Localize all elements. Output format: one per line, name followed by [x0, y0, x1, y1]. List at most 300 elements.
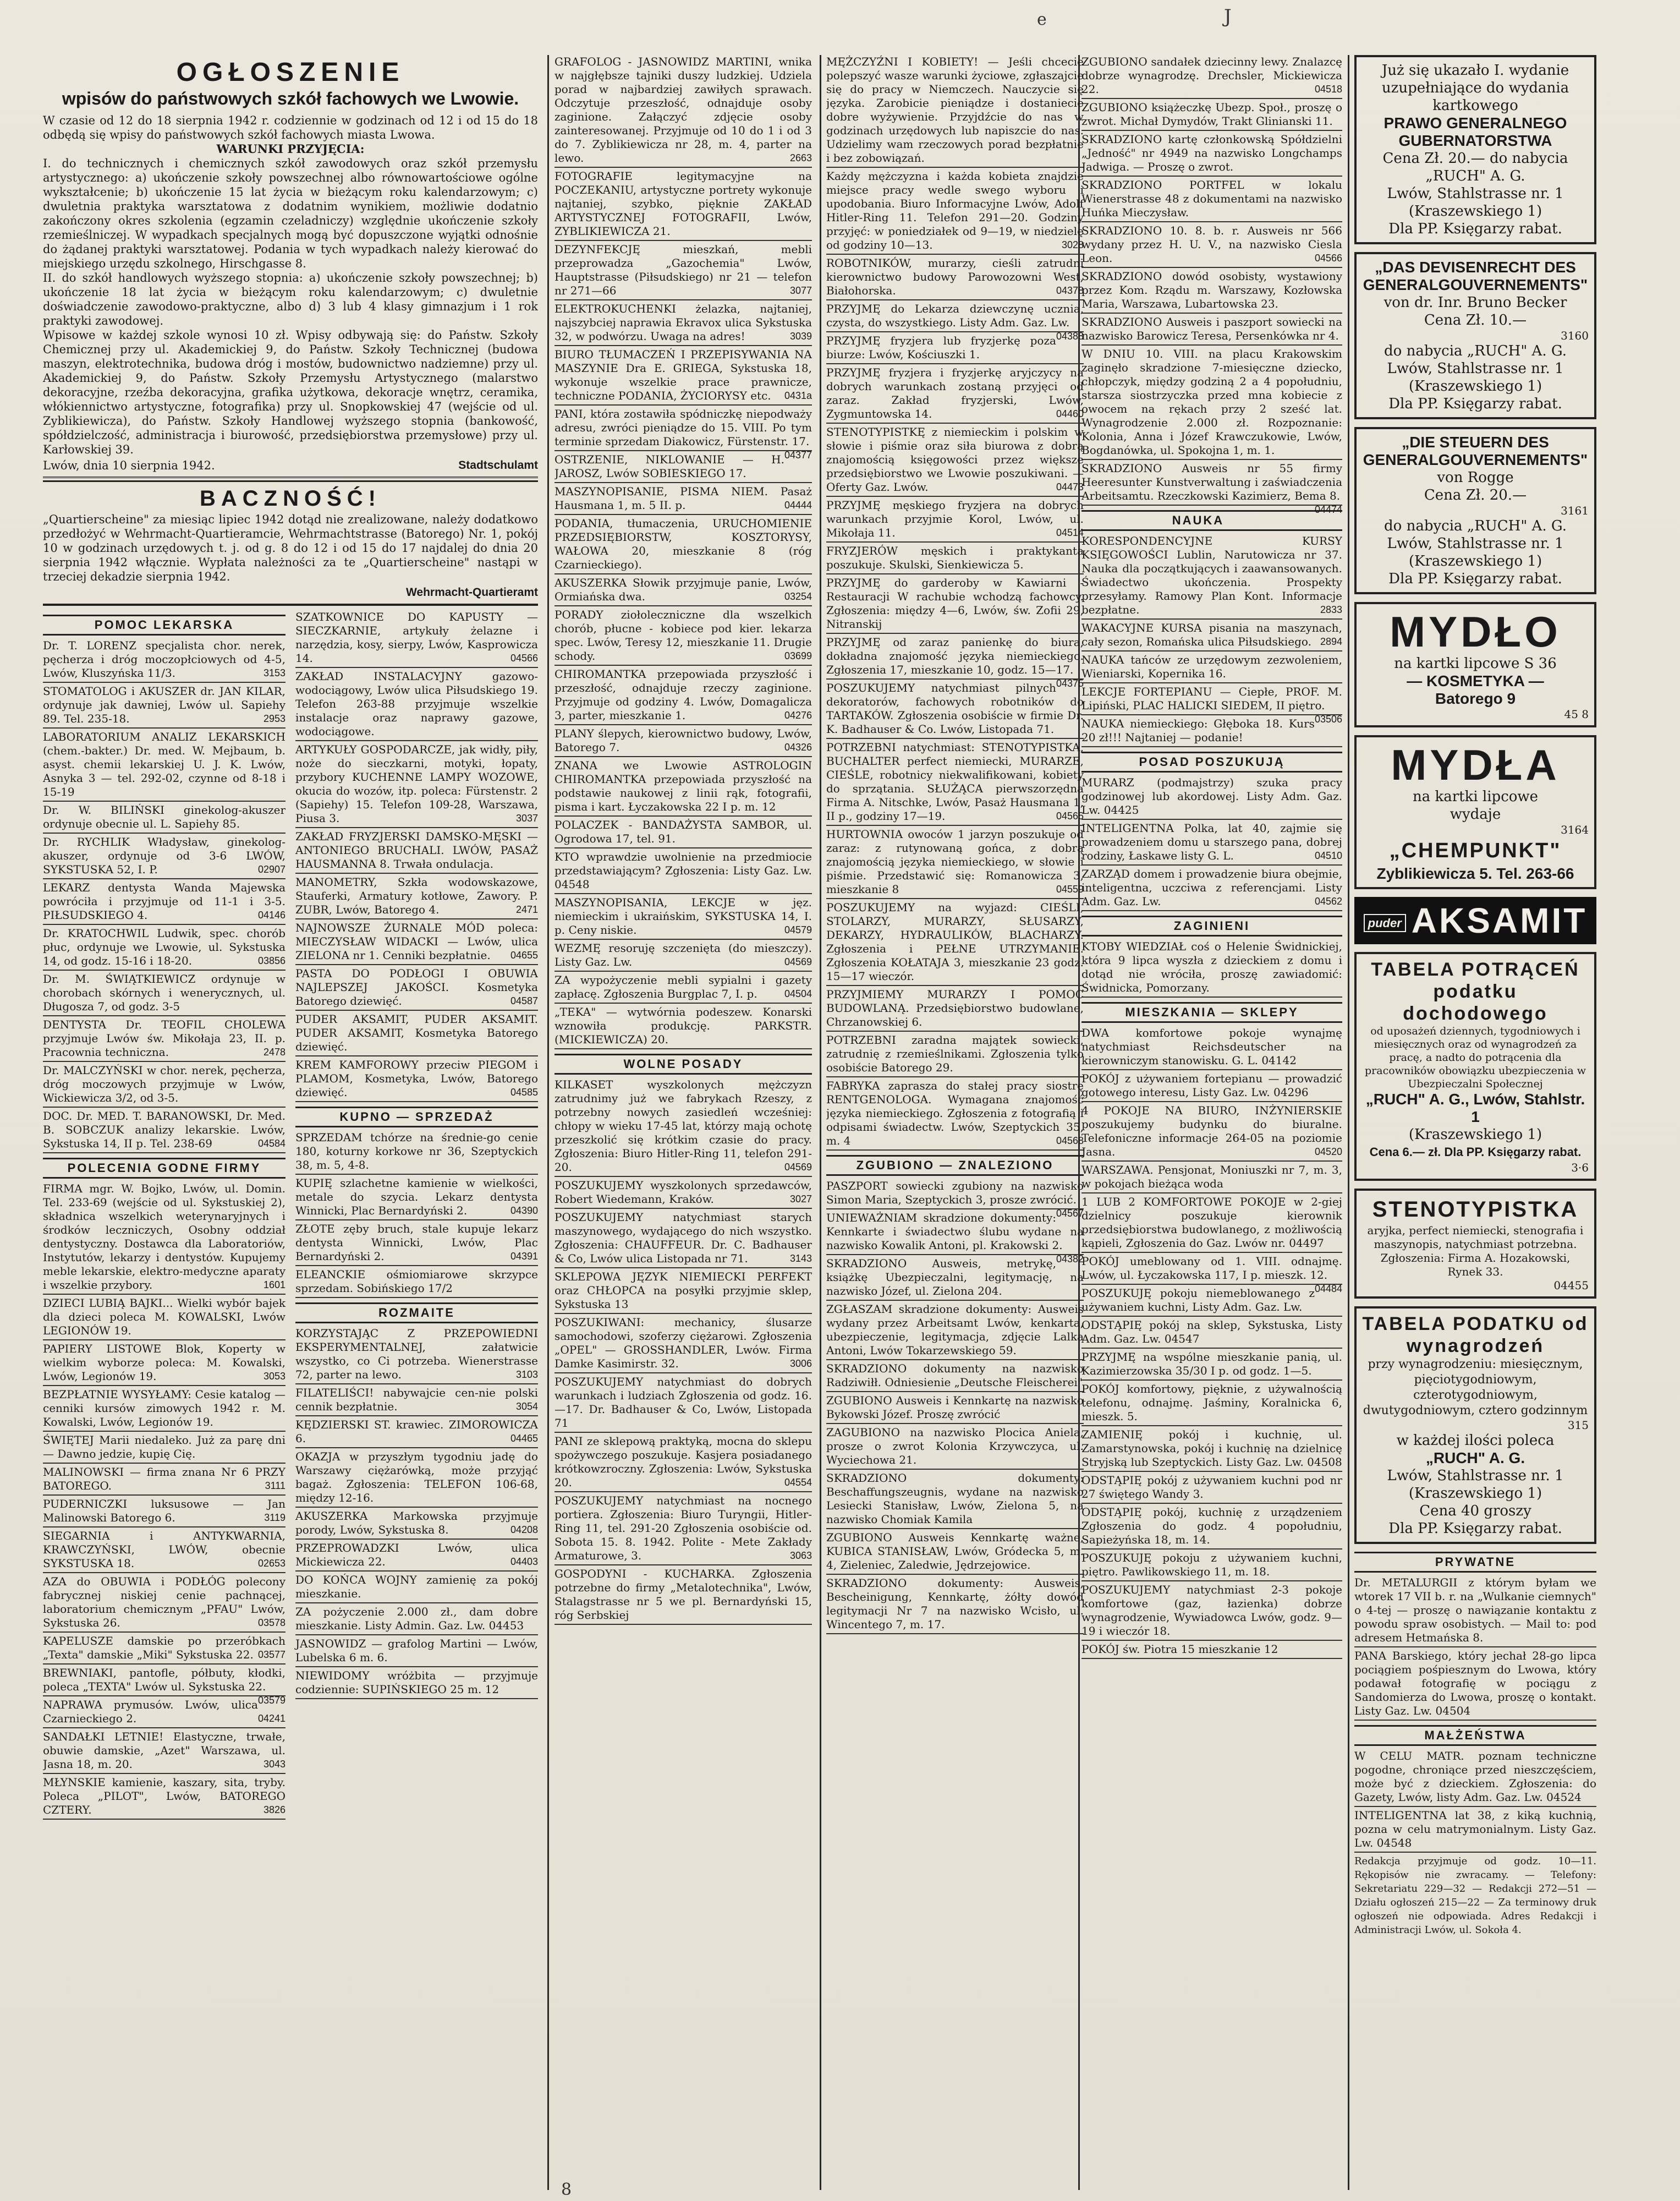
box-line: „CHEMPUNKT"	[1389, 839, 1562, 862]
classified-ad	[826, 1362, 1084, 1392]
ad-number: 2833	[1320, 604, 1342, 615]
box-line: Zyblikiewicza 5. Tel. 263-66	[1376, 865, 1574, 882]
classified-ad	[43, 1388, 286, 1432]
ad-text: ELEANCKIE ośmiomiarowe skrzypce sprzedam. Sobińskiego 17/2	[295, 1268, 538, 1295]
notice-body	[43, 113, 538, 472]
ad-text: SKRADZIONO dokumenty na nazwisko Radziwiłł. Odniesienie „Deutsche Fleischerei"	[826, 1362, 1084, 1389]
left-ads-split	[43, 610, 538, 1821]
box-line: von Rogge	[1437, 469, 1514, 486]
box-line: Lwów, Stahlstrasse nr. 1	[1387, 360, 1564, 377]
ad-text: PRZEPROWADZKI Lwów, ulica Mickiewicza 22.	[295, 1541, 538, 1568]
classified-ad	[43, 1666, 286, 1706]
box-line: do nabycia „RUCH" A. G.	[1384, 343, 1567, 359]
section-heading: WOLNE POSADY	[554, 1054, 812, 1075]
ad-number: 02907	[257, 864, 286, 875]
classified-ad	[554, 1567, 812, 1625]
classified-ad	[295, 1222, 538, 1266]
ad-text: AZA do OBUWIA i PODŁÓG polecony fabrycznej niskiej cenie pachnącej, laboratorium chemicznym „PFAU" Lwów, Sykstuska 26.	[43, 1575, 286, 1629]
classified-ad	[295, 670, 538, 741]
classified-ad	[826, 1179, 1084, 1219]
ad-list	[1354, 1749, 1596, 1853]
box-line: Dla PP. Księgarzy rabat.	[1388, 571, 1562, 587]
box-line: od uposażeń dziennych, tygodniowych i miesięcznych oraz od wynagrodzeń za pracę, a nadto do potrącenia dla pracowników obowiązku ubezpieczenia w Ubezpieczalni Społecznej	[1365, 1025, 1586, 1090]
ad-number: 04569	[784, 956, 812, 967]
classified-ad	[554, 818, 812, 848]
classified-ad	[554, 1179, 812, 1209]
ad-number: 04554	[784, 1477, 812, 1488]
attention-signer: Wehrmacht-Quartieramt	[405, 586, 538, 599]
ad-text: POSZUKUJEMY natychmiast starych maszynowego, wydającego do nich wszystko. Zgłoszenia: CHAUFFEUR. Dr. C. Badhauser & Co, Lwów ulica Listopada nr 71.	[554, 1211, 812, 1265]
ad-text: INTELIGENTNA Polka, lat 40, zajmie się prowadzeniem domu u starszego pana, dobrej rodziny, Łaskawe listy G. L.	[1081, 822, 1342, 862]
ad-number: 04518	[1314, 84, 1342, 95]
classified-ad	[1354, 1749, 1596, 1807]
attention-title: BACZNOŚĆ!	[200, 486, 381, 511]
classified-ad	[826, 988, 1084, 1032]
classified-ad	[1081, 1583, 1342, 1641]
ad-text: AKUSZERKA Słowik przyjmuje panie, Lwów, Ormiańska dwa.	[554, 576, 812, 603]
ad-number: 1601	[263, 1279, 286, 1290]
ad-number: 04390	[510, 1205, 538, 1216]
ad-number: 3826	[263, 1804, 286, 1815]
classified-ad	[295, 610, 538, 668]
ad-box-tabela-podatku	[1354, 1306, 1596, 1544]
ad-text: LEKARZ dentysta Wanda Majewska powróciła i przyjmuje od 11-1 i 3-5. PIŁSUDSKIEGO 4.	[43, 881, 286, 922]
classified-ad	[43, 972, 286, 1016]
box-line: (Kraszewskiego 1)	[1408, 553, 1542, 570]
ad-text: PUDER AKSAMIT, PUDER AKSAMIT. PUDER AKSAMIT, Kosmetyka Batorego dziewięć.	[295, 1012, 538, 1053]
ad-number: 2471	[515, 904, 538, 915]
classified-ad	[1081, 534, 1342, 620]
classified-ad	[1354, 1576, 1596, 1647]
classified-ad	[826, 544, 1084, 574]
classified-ad	[554, 759, 812, 817]
ad-number: 3028	[1061, 239, 1084, 250]
ad-text: AKUSZERKA Markowska przyjmuje porody, Lwów, Sykstuska 8.	[295, 1509, 538, 1536]
classified-ad	[826, 1471, 1084, 1529]
ad-number: 3160	[1561, 329, 1589, 342]
ad-text: MŁYNSKIE kamienie, kaszary, sita, tryby. Poleca „PILOT", Lwów, BATOREGO CZTERY.	[43, 1776, 286, 1816]
classified-ad	[1354, 1649, 1596, 1721]
ad-text: POSZUKUJĘ pokoju z używaniem kuchni, piętro. Pawlikowskiego 11, m. 18.	[1081, 1551, 1342, 1578]
classified-ad	[295, 1509, 538, 1540]
classified-ad	[1081, 462, 1342, 515]
ad-text: DO KOŃCA WOJNY zamienię za pokój mieszkanie.	[295, 1573, 538, 1600]
ad-text: PLANY ślepych, kierownictwo budowy, Lwów, Batorego 7.	[554, 727, 812, 754]
classified-ad	[554, 1494, 812, 1565]
ad-text: UNIEWAŻNIAM skradzione dokumenty: Kennkarte i świadectwo ślubu wydane na nazwisko Kowalik Antoni, pl. Krakowski 2.	[826, 1211, 1084, 1252]
ad-box-mydla	[1354, 735, 1596, 889]
classified-ad	[826, 1033, 1084, 1077]
section-heading: MIESZKANIA — SKLEPY	[1081, 1002, 1342, 1023]
section-heading: ROZMAITE	[295, 1302, 538, 1323]
box-line: Lwów, Stahlstrasse nr. 1	[1387, 1468, 1564, 1484]
box-line: Cena Zł. 20.— do nabycia „RUCH" A. G.	[1382, 150, 1568, 184]
classified-ad	[554, 1270, 812, 1314]
classified-ad	[554, 1316, 812, 1373]
ad-text: ZGUBIONO Ausweis i Kennkartę na nazwisko Bykowski Józef. Proszę zwrócić	[826, 1394, 1084, 1421]
ad-number: 3164	[1561, 823, 1589, 836]
ad-text: SKRADZIONO dowód osobisty, wystawiony przez Kom. Rządu m. Warszawy, Kozłowska Maria, Warszawa, Lubartowska 23.	[1081, 270, 1342, 310]
ad-text: PODANIA, tłumaczenia, URUCHOMIENIE PRZEDSIĘBIORSTW, KOSZTORYSY, WAŁOWA 20, mieszkanie 8 (róg Czarnieckiego).	[554, 517, 812, 571]
classified-ad	[295, 830, 538, 874]
ad-text: POLACZEK - BANDAŻYSTA SAMBOR, ul. Ogrodowa 17, tel. 91.	[554, 818, 812, 845]
ad-text: FIRMA mgr. W. Bojko, Lwów, ul. Domin. Tel. 233-69 (wejście od ul. Sykstuskiej 2), składnica wszelkich weterynaryjnych i środków leczniczych, Osobny oddział dentystyczny. Dostawca dla Laboratoriów, Instytutów, lekarzy i dentystów. Kupujemy meble lekarskie, elektro-medyczne aparaty i wszelkie przybory.	[43, 1182, 286, 1291]
ad-number: 0431a	[784, 390, 812, 401]
attention-signature	[43, 586, 538, 599]
ad-list	[1081, 776, 1342, 911]
ad-text: POSZUKUJĘ pokoju niemeblowanego z używaniem kuchni, Listy Adm. Gaz. Lw.	[1081, 1286, 1315, 1313]
ad-text: FRYZJERÓW męskich i praktykanta poszukuje. Skulski, Sienkiewicza 5.	[826, 544, 1084, 571]
box-line: PRAWO GENERALNEGO GUBERNATORSTWA	[1383, 114, 1567, 149]
ad-number: 3·6	[1571, 1161, 1589, 1174]
ad-text: MASZYNOPISANIA, LEKCJE w jęz. niemieckim i ukraińskim, SYKSTUSKA 14, I. p. Ceny niskie.	[554, 896, 812, 937]
ad-box-tabela-potracen	[1354, 952, 1596, 1181]
box-line: na kartki lipcowe	[1412, 789, 1539, 805]
ad-text: STOMATOLOG i AKUSZER dr. JAN KILAR, ordynuje jak dawniej, Lwów ul. Sapiehy 89. Tel. 235-18.	[43, 685, 286, 725]
ad-text: Dr. KRATOCHWIL Ludwik, spec. chorób płuc, ordynuje we Lwowie, ul. Sykstuska 14, od godz. 15-16 i 18-20.	[43, 927, 286, 967]
ad-tag: puder	[1364, 914, 1406, 932]
ad-text: SKRADZIONO kartę członkowską Spółdzielni „Jedność" nr 4949 na nazwisko Longchamps Jadwiga. — Proszę o zwrot.	[1081, 133, 1342, 173]
ad-text: POSZUKIWANI: mechanicy, ślusarze samochodowi, szoferzy ciężarowi. Zgłoszenia „OPEL" — GROSSHANDLER, Lwów. Firma Damke Kasimirstr. 32.	[554, 1316, 812, 1370]
ad-number: 3143	[789, 1253, 812, 1264]
ad-text: ODSTĄPIĘ pokój na sklep, Sykstuska, Listy Adm. Gaz. Lw. 04547	[1081, 1318, 1342, 1345]
section-heading: ZGUBIONO — ZNALEZIONO	[826, 1155, 1084, 1176]
ad-text: Dr. RYCHLIK Władysław, ginekolog-akuszer, ordynuje od 3-6 LWÓW, SYKSTUSKA 52, I. P.	[43, 835, 286, 876]
ad-text: CHIROMANTKA przepowiada przyszłość i przeszłość, odnajduje rzeczy zaginione. Przyjmuje od godziny 4. Lwów, Domagalicza 3, parter, mieszkanie 1.	[554, 667, 812, 722]
ad-text: 4 POKOJE NA BIURO, INŻYNIERSKIE poszukujemy budynku do biuralne. Telefoniczne informacje 264-05 na poziomie Jasna.	[1081, 1104, 1342, 1158]
ad-text: NAUKA tańców ze urzędowym zezwoleniem, Wieniarski, Kopernika 16.	[1081, 653, 1342, 680]
box-line: „DIE STEUERN DES GENERALGOUVERNEMENTS"	[1363, 434, 1588, 468]
classified-ad	[1081, 1642, 1342, 1659]
ad-text: KORZYSTAJĄC Z PRZEPOWIEDNI EKSPERYMENTALNEJ, załatwicie wszystko, co Ci potrzeba. Wienerstrasse 72, parter na lewo.	[295, 1327, 538, 1381]
ad-number: 3053	[263, 1371, 286, 1382]
ad-text: FOTOGRAFIE legitymacyjne na POCZEKANIU, artystyczne portrety wykonuje najtaniej, szybko, pięknie ZAKŁAD ARTYSTYCZNEJ FOTOGRAFII, Lwów, ZYBLIKIEWICZA 21.	[554, 169, 812, 238]
box-line: Cena Zł. 20.—	[1424, 487, 1527, 503]
classified-ad	[554, 169, 812, 241]
box-title: TABELA PODATKU od wynagrodzeń	[1362, 1313, 1589, 1356]
ad-number: 04403	[510, 1556, 538, 1567]
ad-text: POSZUKUJEMY natychmiast pilnych dekoratorów, fachowych robotników do TARTAKÓW. Zgłoszenia osobiście w firmie Dr. K. Badhauser & Co. Lwów, Listopada 71.	[826, 681, 1084, 736]
classified-ad	[554, 608, 812, 666]
ad-number: 3119	[264, 1512, 286, 1523]
attention-text: „Quartierscheine" za miesiąc lipiec 1942 dotąd nie zrealizowane, należy dodatkowo przedłożyć w Wehrmacht-Quartieramcie, Wehrmachtstrasse (Batorego) Nr. 1, pokój 10 w godzinach urzędowych t. j. od g. 8 do 12 i od 15 do 17 najdalej do dnia 20 sierpnia 1942 włącznie. Wypłata należności za te „Quartierscheine" nastąpi w trzeciej dekadzie sierpnia 1942.	[43, 513, 538, 583]
ad-text: PRZYJMĘ na wspólne mieszkanie panią, ul. Kazimierzowska 35/30 I p. od godz. 1—5.	[1081, 1350, 1342, 1377]
classified-ad	[826, 1257, 1084, 1301]
ad-number: 04326	[784, 742, 812, 753]
classified-ad	[1081, 1382, 1342, 1426]
box-line: Dla PP. Księgarzy rabat.	[1388, 1520, 1562, 1537]
ad-text: 1 LUB 2 KOMFORTOWE POKOJE w 2-giej dzielnicy poszukuje kierownik przedsiębiorstwa budowlanego, z możliwością kąpieli, Zgłoszenia do Gaz. Lwów nr. 04497	[1081, 1195, 1342, 1250]
classified-ad	[826, 55, 1084, 168]
box-line: (Kraszewskiego 1)	[1408, 1485, 1542, 1502]
notice-para: II. do szkół handlowych wyższego stopnia: a) ukończenie szkoły powszechnej; b) ukończenie 18 lat życia w bieżącym roku kalendarzowym; c) dwuletnie doświadczenie zawodowo-praktyczne, albo d) 3 lub 4 klasy gimnazjum i 1 rok praktyki zawodowej.	[43, 271, 538, 327]
ad-number: 04584	[257, 1138, 286, 1149]
classified-ad	[295, 1268, 538, 1298]
classified-ad	[554, 941, 812, 972]
ad-text: GRAFOLOG - JASNOWIDZ MARTINI, wnika w najgłębsze tajniki duszy ludzkiej. Udziela porad w najbardziej zawiłych sprawach. Odczytuje przeszłość, odnajduje osoby zaginione. Załączyć zdjęcie osoby zainteresowanej. Przyjmuje od 10 do 1 i od 3 do 7. Zyblikiewicza nr 28, m. 4, parter na lewo.	[554, 55, 812, 165]
ad-text: SKRADZIONO dokumenty: Beschaffungszeugnis, wydane na nazwisko Lesiecki Stanisław, Lwów, Zielona 5, na nazwisko Chomiak Kamila	[826, 1471, 1084, 1526]
classified-ad	[1081, 1104, 1342, 1162]
notice-signer: Stadtschulamt	[458, 459, 538, 472]
box-line: w każdej ilości poleca	[1396, 1432, 1555, 1449]
ad-number: 04510	[1314, 850, 1342, 861]
classified-ad	[554, 727, 812, 757]
margin-mark: e	[1037, 10, 1047, 29]
box-line: „RUCH" A. G., Lwów, Stahlstr. 1	[1365, 1091, 1585, 1125]
ad-number: 04388	[1056, 331, 1084, 342]
classified-ad	[1081, 1428, 1342, 1472]
notice-para: I. do technicznych i chemicznych szkół zawodowych oraz szkół przemysłu artystycznego: a) ukończenie szkoły powszechnej albo równowartościowe ogólne wykształcenie; b) ukończenie 15 lat życia w bieżącym roku kalendarzowym; c) dwuletnia praktyka warsztatowa z dodatnim wynikiem, możliwie dodatnio zakończony okres szkolenia (egzamin czeladniczy) względnie ukończenie szkoły rzemieślniczej. W wypadkach specjalnych mogą być dopuszczone wyjątki odnośnie do żądanej praktyki warsztatowej. Podania w tych wypadkach należy kierować do miejskiego urzędu szkolnego, Hirschgasse 8.	[43, 157, 538, 270]
box-line: „DAS DEVISENRECHT DES GENERALGOUVERNEMENTS"	[1363, 259, 1588, 293]
classified-ad	[1081, 315, 1342, 346]
ad-number: 3077	[789, 285, 812, 296]
ad-number: 04378	[1056, 285, 1084, 296]
ad-number: 04562	[1314, 896, 1342, 907]
classified-ad	[43, 639, 286, 683]
ad-text: Dr. METALURGII z którym byłam we wtorek 17 VII b. r. na „Wulkanie ciemnych" o 4-tej — proszę o nawiązanie kontaktu z powodu spraw osobistych. — Mail to: pod adresem Hetmańska 8.	[1354, 1576, 1596, 1644]
c1a-section	[43, 1158, 286, 1432]
classified-ad	[1081, 1474, 1342, 1504]
box-line: do nabycia „RUCH" A. G.	[1384, 518, 1567, 534]
editorial-note: Redakcja przyjmuje od godz. 10—11. Rękopisów nie zwracamy. — Telefony: Sekretariatu 229—32 — Redakcji 272—51 — Działu ogłoszeń 215—22 — Za terminowy druk ogłoszeń nie odpowiada. Adres Redakcji i Administracji Lwów, ul. Sokoła 4.	[1354, 1855, 1596, 1936]
section-heading: POSAD POSZUKUJĄ	[1081, 752, 1342, 773]
classified-ad	[554, 667, 812, 725]
ad-number: 04382	[1056, 1253, 1084, 1264]
classified-ad	[826, 302, 1084, 342]
ad-box-mydlo	[1354, 602, 1596, 727]
ad-number: 3103	[515, 1369, 538, 1380]
ad-number: 04455	[1553, 1279, 1589, 1292]
classified-ad	[826, 1394, 1084, 1424]
ad-number: 04655	[510, 950, 538, 961]
classified-ad	[1081, 270, 1342, 314]
notice-signature	[43, 459, 538, 472]
ad-number: 04565	[1056, 811, 1084, 822]
ad-text: WAKACYJNE KURSA pisania na maszynach, cały sezon, Romańska ulica Piłsudskiego.	[1081, 621, 1342, 648]
ad-text: ROBOTNIKÓW, murarzy, cieśli zatrudni kierownictwo budowy Parowozowni West, Białohorska.	[826, 256, 1084, 297]
ad-text: PRZYJMĘ fryzjera lub fryzjerkę poza biurze: Lwów, Kościuszki 1.	[826, 334, 1056, 361]
ad-text: DZIECI LUBIĄ BAJKI... Wielki wybór bajek dla dzieci poleca M. KOWALSKI, Lwów LEGIONÓW 19.	[43, 1296, 286, 1337]
ad-list	[554, 1078, 812, 1625]
box-title: MYDŁA	[1391, 741, 1560, 789]
ad-text: FILATELIŚCI! nabywajcie cen-nie polski cennik bezpłatnie.	[295, 1386, 538, 1413]
classified-ad	[554, 1211, 812, 1268]
ad-number: 04460	[1056, 408, 1084, 419]
ad-text: BREWNIAKI, pantofle, półbuty, kłodki, poleca „TEXTA" Lwów ul. Sykstuska 22.	[43, 1666, 286, 1693]
classified-ad	[43, 1497, 286, 1527]
classified-ad	[1081, 940, 1342, 998]
ad-number: 03699	[784, 650, 812, 661]
divider	[43, 477, 538, 482]
notice-para: WARUNKI PRZYJĘCIA:	[216, 142, 365, 156]
ad-number: 3063	[789, 1550, 812, 1561]
ad-number: 3039	[789, 331, 812, 342]
classified-ad	[43, 1296, 286, 1340]
ad-text: ZAMIENIĘ pokój i kuchnię, ul. Zamarstynowska, pokój i kuchnię na dzielnicę Stryjską lub Szeptyckich. Listy Gaz. Lw. 04508	[1081, 1428, 1342, 1469]
ad-number: 04375	[1056, 678, 1084, 689]
ad-list	[826, 55, 1084, 1151]
classified-ad	[295, 967, 538, 1011]
ad-number: 04568	[1056, 1135, 1084, 1146]
ad-text: ŚWIĘTEJ Marii niedaleko. Już za parę dni — Dawno jedzie, kupię Cię.	[43, 1433, 286, 1460]
box-title: TABELA POTRĄCEŃ podatku dochodowego	[1371, 959, 1580, 1024]
ad-text: DEZYNFEKCJĘ mieszkań, mebli przeprowadza „Gazochemia" Lwów, Hauptstrasse (Piłsudskiego) nr 21 — telefon nr 271—66	[554, 243, 812, 297]
ad-text: SPRZEDAM tchórze na średnie-go cenie 180, koturny korkowe nr 36, Szeptyckich 38, m. 5, 4-8.	[295, 1131, 538, 1171]
ad-text: SZATKOWNICE DO KAPUSTY — SIECZKARNIE, artykuły żelazne i narzędzia, kosy, sierpy, Lwów, Kasprowicza 14.	[295, 610, 538, 665]
classified-ad	[43, 881, 286, 925]
ad-list	[43, 639, 286, 1153]
ad-text: SKRADZIONO Ausweis nr 55 firmy Heeresunter Kunstverwaltung i zaświadczenia Arbeitsamtu. Rzeczkowski Kazimierz, Bema 8.	[1081, 462, 1342, 502]
classified-ad	[295, 1327, 538, 1384]
ad-text: KTOBY WIEDZIAŁ coś o Helenie Świdnickiej, która 9 lipca wyszła z dzieckiem z domu i dotąd nie wróciła, proszę zawiadomić: Świdnicka, Pomorzany.	[1081, 940, 1342, 994]
ad-text: ZAGUBIONO na nazwisko Plocica Aniela, prosze o zwrot Kolonia Krzywczyca, ul. Wyciechowa 21.	[826, 1426, 1084, 1466]
ad-text: POKÓJ św. Piotra 15 mieszkanie 12	[1081, 1642, 1278, 1656]
ad-number: 04585	[510, 1087, 538, 1098]
box-line: przy wynagrodzeniu: miesięcznym, pięciotygodniowym, czterotygodniowym, dwutygodniowym, cztero godzinnym	[1363, 1357, 1588, 1417]
classified-ad	[826, 334, 1084, 364]
classified-ad	[43, 927, 286, 971]
box-line: Dla PP. Księgarzy rabat.	[1388, 221, 1562, 237]
ad-text: SKRADZIONO dokumenty: Ausweis, Bescheinigung, Kennkartę, żółty dowód legitymacji Nr 7 na nazwisko Wcisło, ul. Wincentego 7, m. 17.	[826, 1576, 1084, 1631]
ad-text: JASNOWIDZ — grafolog Martini — Lwów, Lubelska 6 m. 6.	[295, 1637, 538, 1664]
ad-number: 3054	[515, 1401, 538, 1412]
ad-list	[1081, 534, 1342, 747]
classified-ad	[43, 1730, 286, 1774]
ad-number: 03577	[257, 1649, 286, 1660]
classified-ad	[826, 636, 1084, 689]
classified-ad	[826, 741, 1084, 826]
ad-text: PORADY ziołoleczniczne dla wszelkich chorób, płucne - kobiece pod kier. lekarza spec. Lwów, Teresy 12, mieszkanie 11. Drugie schody.	[554, 608, 812, 663]
classified-ad	[1081, 685, 1342, 725]
ad-list	[295, 1131, 538, 1298]
ad-number: 04208	[510, 1524, 538, 1535]
ad-text: NAJNOWSZE ŻURNALE MÓD poleca: MIECZYSŁAW WIDACKI — Lwów, ulica ZIELONA nr 1. Cenniki bezpłatnie.	[295, 921, 538, 962]
ad-number: 2478	[263, 1047, 286, 1058]
ad-number: 04377	[784, 450, 812, 461]
ad-number: 45 8	[1564, 708, 1589, 721]
ad-number: 03579	[257, 1695, 286, 1706]
ad-text: OSTRZENIE, NIKLOWANIE — H. JAROSZ, Lwów SOBIESKIEGO 17.	[554, 453, 784, 480]
ad-number: 03506	[1314, 714, 1342, 725]
ad-text: NAPRAWA prymusów. Lwów, ulica Czarnieckiego 2.	[43, 1698, 258, 1725]
classified-ad	[295, 921, 538, 965]
ad-text: NAUKA niemieckiego: Głęboka 18. Kurs 20 zł!!! Najtaniej — podanie!	[1081, 717, 1315, 744]
column-left	[43, 55, 538, 2190]
ad-text: GOSPODYNI - KUCHARKA. Zgłoszenia potrzebne do firmy „Metalotechnika", Lwów, Stalagstrasse nr 5 we pl. Bernardyński 15, róg Serbskiej	[554, 1567, 812, 1622]
ad-text: ZARZĄD domem i prowadzenie biura obejmie, inteligentna, uczciwa z referencjami. Listy Adm. Gaz. Lw.	[1081, 867, 1342, 908]
ad-list	[826, 1179, 1084, 1634]
ad-number: 04276	[784, 710, 812, 721]
ad-text: Dr. T. LORENZ specjalista chor. nerek, pęcherza i dróg moczopłciowych od 4-5, Lwów, Kluszyńska 11/3.	[43, 639, 286, 680]
ad-text: ZAKŁAD INSTALACYJNY gazowo-wodociągowy, Lwów ulica Piłsudskiego 19. Telefon 263-88 przyjmuje wszelkie instalacje oraz naprawy gazowe, wodociągowe.	[295, 670, 538, 738]
left-subcolumn-b	[295, 610, 538, 1821]
classified-ad	[1081, 822, 1342, 866]
section-heading: POMOC LEKARSKA	[43, 615, 286, 636]
box-line: (Kraszewskiego 1)	[1408, 203, 1542, 220]
classified-ad	[43, 1182, 286, 1295]
classified-ad	[295, 875, 538, 919]
ad-text: POKÓJ umeblowany od 1. VIII. odnajmę. Lwów, ul. Łyczakowska 117, I p. mieszk. 12.	[1081, 1255, 1342, 1282]
classified-ad	[826, 169, 1084, 255]
classified-ad	[295, 1573, 538, 1603]
classified-ad	[295, 1605, 538, 1635]
ad-text: BEZPŁATNIE WYSYŁAMY: Cesie katalog — cenniki kursów zimowych 1942 r. M. Kowalski, Lwów, Legionów 19.	[43, 1388, 286, 1428]
ad-text: KREM KAMFOROWY przeciw PIEGOM i PLAMOM, Kosmetyka, Lwów, Batorego dziewięć.	[295, 1058, 538, 1099]
classified-ad	[826, 576, 1084, 634]
ad-text: PUDERNICZKI luksusowe — Jan Malinowski Batorego 6.	[43, 1497, 286, 1524]
ad-text: POSZUKUJEMY natychmiast 2-3 pokoje komfortowe (gaz, łazienka) dobrze wynagrodzenie, Wywiadowca Lwów, godz. 9—19 i wieczór 18.	[1081, 1583, 1342, 1638]
box-title: MYDŁO	[1390, 607, 1561, 656]
ad-text: ZŁOTE zęby bruch, stale kupuje lekarz dentysta Winnicki, Lwów, Plac Bernardyński 2.	[295, 1222, 538, 1263]
classified-ad	[554, 973, 812, 1004]
ad-list	[295, 610, 538, 1102]
ad-list	[295, 1327, 538, 1699]
classified-ad	[295, 1450, 538, 1508]
ad-number: 3027	[789, 1193, 812, 1204]
ad-text: PRZYJMĘ od zaraz panienkę do biura, dokładna znajomość języka niemieckiego. Zgłoszenia 17, mieszkanie 10, godz. 15—17.	[826, 636, 1084, 676]
classified-ad	[1081, 1072, 1342, 1102]
box-line: Lwów, Stahlstrasse nr. 1	[1387, 185, 1564, 202]
ad-list	[1081, 55, 1342, 515]
classified-ad	[1081, 347, 1342, 460]
box-title: STENOTYPISTKA	[1372, 1197, 1579, 1222]
ad-text: KILKASET wyszkolonych mężczyzn zatrudnimy już we fabrykach Rzeszy, z potrzebny nowych zasiedleń wcześniej: chłopy w wieku 17-45 lat, którzy mają ochotę przeszkolić się krótkim czasie do pracy. Zgłoszenia: Biuro Hitler-Ring 11, telefon 291-20.	[554, 1078, 812, 1174]
box-line: von dr. Inr. Bruno Becker	[1383, 294, 1567, 311]
ad-number: 2894	[1320, 636, 1342, 647]
ad-text: Każdy mężczyzna i każda kobieta znajdzie miejsce pracy wedle swego wyboru i upodobania. Biuro Informacyjne Lwów, Adolf Hitler-Ring 11. Telefon 291—20. Godziny przyjęć: w poniedziałek od 9—19, w niedzielę od godziny 10—13.	[826, 169, 1084, 251]
ad-number: 04444	[784, 500, 812, 511]
ad-number: 03254	[784, 591, 812, 602]
classified-ad	[43, 1698, 286, 1728]
column-4	[1081, 55, 1342, 2190]
classified-ad	[1081, 1163, 1342, 1193]
ad-list	[1081, 940, 1342, 998]
classified-ad	[1081, 653, 1342, 683]
box-line: — KOSMETYKA —	[1407, 672, 1544, 689]
ad-text: POSZUKUJEMY wyszkolonych sprzedawców, Robert Wiedemann, Kraków.	[554, 1179, 812, 1206]
ad-list	[554, 55, 812, 1049]
box-line: na kartki lipcowe S 36	[1394, 655, 1557, 672]
ad-number: 2663	[789, 152, 812, 163]
ad-text: MASZYNOPISANIE, PISMA NIEM. Pasaż Hausmana 1, m. 5 II. p.	[554, 485, 812, 512]
classified-ad	[43, 1433, 286, 1464]
ad-text: ARTYKUŁY GOSPODARCZE, jak widły, piły, noże do sieczkarni, motyki, łopaty, przybory KUCHENNE LAMPY WOZOWE, okucia do wozów, itp. poleca: Fürstenstr. 2 (Sapiehy) 15. Telefon 109-28, Warszawa, Piusa 3.	[295, 743, 538, 825]
ad-text: PASZPORT sowiecki zgubiony na nazwisko Simon Maria, Szeptyckich 3, prosze zwrócić.	[826, 1179, 1084, 1206]
ad-text: W DNIU 10. VIII. na placu Krakowskim zaginęło skradzione 7-miesięczne dziecko, chłopczyk, między godziną 2 a 4 popołudniu, starsza siostrzyczka przed mna kobiecie z owocem na rękach przy 2 sześć lat. Wynagrodzenie 2.000 zł. Rozpoznanie: Kolonia, Anna i Józef Krawczukowie, Lwów, Bogdanówka, ul. Spokojna 1, m. 1.	[1081, 347, 1342, 457]
classified-ad	[554, 850, 812, 894]
classified-ad	[554, 1005, 812, 1049]
section-heading: MAŁŻEŃSTWA	[1354, 1725, 1596, 1746]
classified-ad	[43, 685, 286, 729]
ad-text: ELEKTROKUCHENKI żelazka, najtaniej, najszybciej naprawia Ekravox ulica Sykstuska 32, w podwórzu. Uwaga na adres!	[554, 302, 812, 343]
ad-text: POSZUKUJEMY natychmiast na nocnego portiera. Zgłoszenia: Biuro Turyngii, Hitler-Ring 11, tel. 291-20 Zgłoszenia osobiście od. Sobota 15. 8. 1942. Polite - Mete Zakłady Armaturowe, 3.	[554, 1494, 812, 1562]
ad-text: POSZUKUJEMY na wyjazd: CIEŚLI, STOLARZY, MURARZY, SŁUSARZY, DEKARZY, HYDRAULIKÓW, BLACHARZY. Zgłoszenia i PEŁNE UTRZYMANIE. Zgłoszenia KOŁATAJA 3, mieszkanie 23 godz. 15—17 wieczór.	[826, 901, 1084, 983]
section-heading: POLECENIA GODNE FIRMY	[43, 1158, 286, 1179]
ad-text: MANOMETRY, Szkła wodowskazowe, Stauferki, Armatury kotłowe, Zawory. P. ZUBR, Lwów, Batorego 4.	[295, 875, 538, 916]
ad-text: ZA pożyczenie 2.000 zł., dam dobre mieszkanie. Listy Admin. Gaz. Lw. 04453	[295, 1605, 538, 1632]
ad-number: 04484	[1314, 1283, 1342, 1294]
ad-text: „TEKA" — wytwórnia podeszew. Konarski wznowiła produkcję. PARKSTR. (MICKIEWICZA) 20.	[554, 1005, 812, 1046]
notice-date: Lwów, dnia 10 sierpnia 1942.	[43, 459, 215, 472]
ad-text: PRZYJMĘ do Lekarza dziewczynę ucznia, czysta, do wszystkiego. Listy Adm. Gaz. Lw.	[826, 302, 1084, 329]
ad-number: 04579	[784, 924, 812, 935]
ad-box-steuern	[1354, 427, 1596, 594]
classified-ad	[1081, 55, 1342, 99]
classified-ad	[43, 1776, 286, 1820]
classified-ad	[1081, 1255, 1342, 1294]
classified-ad	[554, 1078, 812, 1177]
classified-ad	[295, 1058, 538, 1102]
